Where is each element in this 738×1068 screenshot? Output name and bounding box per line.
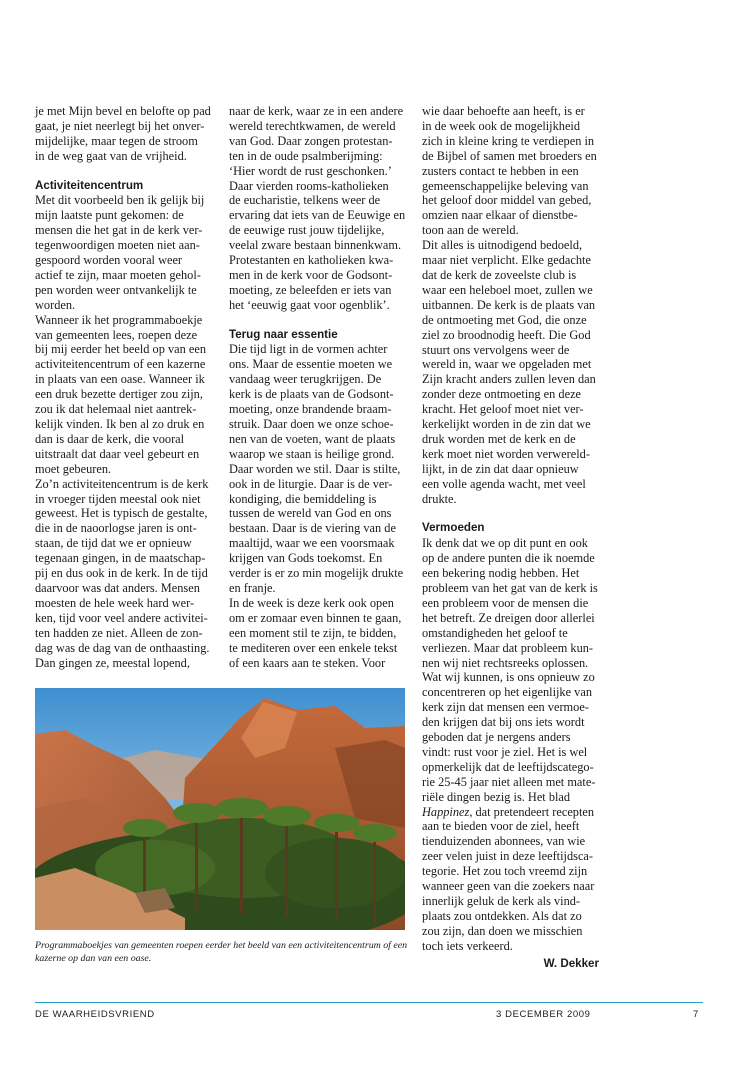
body-paragraph: Wanneer ik het programmaboekje van gemeenten lees, roepen deze bij mij eerder het beeld op van een activiteitencentrum of een kazerne in plaats van een oase. Wanneer ik een druk bezette dertiger zou zijn, zou ik dat helemaal niet aantrek- kelijk vinden. Ik ben al zo druk en dan is daar de kerk, die vooral uitstraalt dat daar veel gebeurt en moet gebeuren.	[35, 312, 207, 476]
body-paragraph: naar de kerk, waar ze in een andere wereld terechtkwamen, de wereld van God. Daar zongen protestan- ten in de oude psalmberijming: ‘Hier wordt de rust geschonken.’ Daar vierden rooms-katholieken de eucharistie, telkens weer de ervaring dat iets van de Eeuwige en de eeuwige rust jouw tijdelijke, veelal zware bestaan binnenkwam. Protestanten en katholieken kwa- men in de kerk voor de Godsont- moeting, ze beleefden er iets van het ‘eeuwig gaat voor ogenblik’.	[229, 104, 406, 312]
body-paragraph: Dit alles is uitnodigend bedoeld, maar niet verplicht. Elke gedachte dat de kerk de zoveelste club is waar een heleboel moet, zullen we uitbannen. De kerk is de plaats van de ontmoeting met God, die onze ziel zo broodnodig heeft. Die God stuurt ons vervolgens weer de wereld in, waar we opgeladen met Zijn kracht anders zullen leven dan zonder deze ontmoeting en deze kracht. Het geloof moet niet ver- kerkelijkt worden in de zin dat we druk worden met de kerk en de kerk moet niet worden verwereld- lijkt, in de zin dat daar opnieuw een volle agenda wacht, met veel drukte.	[422, 238, 596, 506]
body-text: Ik denk dat we op dit punt en ook op de andere punten die ik noemde een bekering nodig hebben. Het probleem van het gat van de kerk is een probleem voor de mensen die het betreft. Ze dreigen door allerlei omstandigheden het geloof te verliezen. Maar dat probleem kun- nen wij niet rechtsreeks oplossen. Wat wij kunnen, is ons opnieuw zo concentreren op het eigenlijke van kerk zijn dat mensen een vermoe- den krijgen dat bij ons iets wordt geboden dat je nergens anders vindt: rust voor je ziel. Het is wel opmerkelijk dat de leeftijdscatego- rie 25-45 jaar niet alleen met mate- riële dingen bezig is. Het blad	[422, 536, 598, 804]
footer-divider	[35, 1002, 703, 1003]
article-column-1	[35, 104, 215, 670]
author-byline: W. Dekker	[543, 956, 599, 970]
body-paragraph: Die tijd ligt in de vormen achter ons. Maar de essentie moeten we vandaag weer terugkrijgen. De kerk is de plaats van de Godsont- moeting, onze brandende braam- struik. Daar doen we onze schoe- nen van de voeten, want de plaats waarop we staan is heilige grond. Daar worden we stil. Daar is stilte, ook in de liturgie. Daar is de ver- kondiging, die bemiddeling is tussen de wereld van God en ons bestaan. Daar is de viering van de maaltijd, waar we een voorsmaak krijgen van Gods toekomst. En verder is er zo min mogelijk drukte en franje.	[229, 342, 404, 595]
article-column-2	[229, 104, 409, 670]
subheading-activiteitencentrum: Activiteitencentrum	[35, 178, 144, 192]
body-text: , dat pretendeert recepten aan te bieden voor de ziel, heeft tienduizenden abonnees, van wie zeer velen juist in deze leeftijdsca- tegorie. Het zou toch vreemd zijn wanneer geen van die zoekers naar innerlijk geluk de kerk als vind- plaats zou ontdekken. Als dat zo zou zijn, dan doen we misschien toch iets verkeerd.	[422, 804, 595, 953]
page-number: 7	[693, 1009, 699, 1020]
footer-date: 3 DECEMBER 2009	[496, 1009, 591, 1020]
footer-publication: DE WAARHEIDSVRIEND	[35, 1009, 155, 1020]
subheading-terug-naar-essentie: Terug naar essentie	[229, 327, 338, 341]
body-paragraph: wie daar behoefte aan heeft, is er in de week ook de mogelijkheid zich in kleine kring te verdiepen in de Bijbel of samen met broeders en zusters contact te hebben in een gemeenschappelijke beleving van het geloof door middel van gebed, omzien naar elkaar of dienstbe- toon aan de wereld.	[422, 104, 597, 238]
body-paragraph: Met dit voorbeeld ben ik gelijk bij mijn laatste punt gekomen: de mensen die het gat in de kerk ver- tegenwoordigen moeten niet aan- gespoord worden vooral weer actief te zijn, maar moeten gehol- pen worden weer ontvankelijk te worden.	[35, 193, 205, 312]
body-paragraph	[422, 536, 602, 953]
intro-paragraph: je met Mijn bevel en belofte op pad gaat, je niet neerlegt bij het onver- mijdelijke, maar tegen de stroom in de weg gaat van de vrijheid.	[35, 104, 211, 163]
photo-caption: Programmaboekjes van gemeenten roepen eerder het beeld van een activiteitencentrum of een kazerne op dan van een oase.	[35, 940, 408, 964]
body-paragraph: In de week is deze kerk ook open om er zomaar even binnen te gaan, een moment stil te zijn, te bidden, te mediteren over een enkele tekst of een kaars aan te steken. Voor	[229, 595, 402, 670]
desert-oasis-photo	[35, 688, 405, 930]
magazine-title: Happinez	[422, 804, 470, 819]
subheading-vermoeden: Vermoeden	[422, 521, 485, 535]
article-column-3	[422, 104, 602, 972]
body-paragraph: Zo’n activiteitencentrum is de kerk in vroeger tijden meestal ook niet geweest. Het is typisch de gestalte, die in de naoorlogse jaren is ont- staan, de tijd dat we er opnieuw tegenaan gingen, in de maatschap- pij en dus ook in de kerk. In de tijd daarvoor was dat anders. Mensen moesten de hele week hard wer- ken, tijd voor veel andere activitei- ten hadden ze niet. Alleen de zon- dag was de dag van de onthaasting. Dan gingen ze, meestal lopend,	[35, 476, 210, 670]
